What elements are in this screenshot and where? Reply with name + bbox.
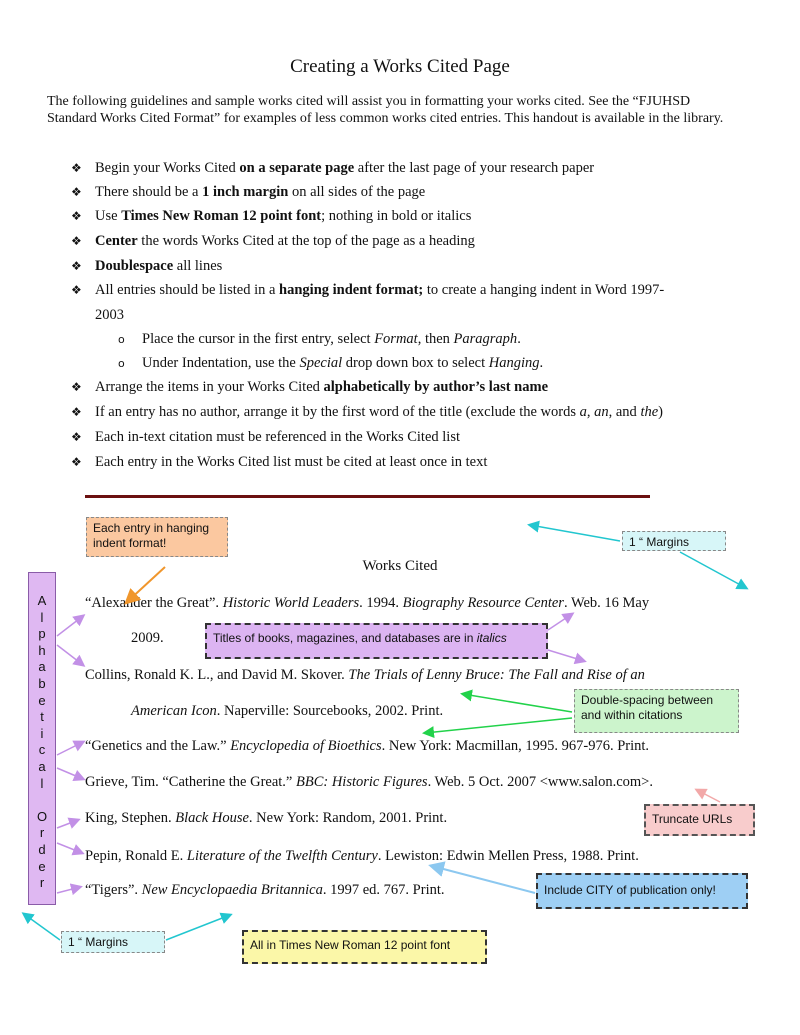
guideline-text: Begin your Works Cited	[95, 160, 240, 176]
alpha-order-letter: l	[40, 609, 44, 625]
alpha-order-letter: e	[38, 858, 46, 874]
citation-title: BBC: Historic Figures	[296, 774, 428, 790]
guideline-emphasis: Doublespace	[95, 258, 174, 274]
step-text: drop down box to select	[342, 355, 489, 371]
guideline-text: All entries should be listed in a	[95, 282, 280, 298]
note-font: All in Times New Roman 12 point font	[242, 930, 487, 964]
sub-bullet-glyph-icon: o	[118, 357, 125, 370]
alpha-order-letter: r	[39, 825, 45, 841]
bullet-glyph-icon: ❖	[71, 185, 82, 199]
guideline-text: ; nothing in bold or italics	[321, 208, 472, 224]
citation-text: . Naperville: Sourcebooks, 2002. Print.	[216, 703, 444, 719]
guideline-text: There should be a	[95, 184, 203, 200]
alpha-order-letter: d	[38, 842, 46, 857]
guideline-emphasis: alphabetically by author’s last name	[323, 379, 549, 395]
bullet-glyph-icon: ❖	[71, 209, 82, 223]
citation-title: Literature of the Twelfth Century	[186, 848, 378, 864]
works-cited-heading: Works Cited	[362, 558, 438, 574]
step-text: , then	[417, 331, 454, 347]
step-text: Under Indentation, use the	[142, 355, 300, 371]
double-spacing-arrows	[425, 694, 572, 733]
note-double-spacing: Double-spacing between and within citations	[574, 689, 739, 733]
bullet-glyph-icon: ❖	[71, 455, 82, 469]
guideline-text: the words Works Cited at the top of the page as a heading	[137, 233, 475, 249]
note-margins-top: 1 “ Margins	[622, 531, 726, 551]
citation-text: “Alexander the Great”.	[85, 595, 223, 611]
guideline-text: If an entry has no author, arrange it by the first word of the title (exclude the words	[95, 404, 580, 420]
guideline-text: on all sides of the page	[288, 184, 426, 200]
guideline-text: , and	[608, 404, 641, 420]
guideline-text: Use	[95, 208, 122, 224]
citation-text: Collins, Ronald K. L., and David M. Skover.	[85, 667, 349, 683]
alpha-order-letter: a	[38, 759, 46, 774]
citation-text: . 1997 ed. 767. Print.	[322, 882, 445, 898]
sub-bullet-glyph-icon: o	[118, 333, 125, 346]
guideline-italic: a	[579, 404, 587, 420]
note-margins-bottom: 1 “ Margins	[61, 931, 165, 953]
alpha-order-letter: O	[36, 808, 48, 824]
hanging-arrow	[127, 567, 165, 602]
note-city-only: Include CITY of publication only!	[536, 873, 748, 909]
citation-text: . 1994.	[359, 595, 403, 611]
citation-title: American Icon	[131, 703, 217, 719]
citation-text: . New York: Random, 2001. Print.	[248, 810, 448, 826]
guideline-emphasis: 1 inch margin	[202, 184, 289, 200]
bullet-glyph-icon: ❖	[71, 283, 82, 297]
citation-title: The Trials of Lenny Bruce: The Fall and Rise of an	[348, 667, 645, 683]
step-italic: Paragraph	[453, 331, 518, 347]
alpha-order-letter: h	[38, 642, 46, 658]
note-truncate-urls: Truncate URLs	[644, 804, 755, 836]
guideline-emphasis: Times New Roman 12 point font	[121, 208, 322, 224]
alpha-order-letter: c	[38, 742, 46, 758]
bullet-glyph-icon: ❖	[71, 405, 82, 419]
guideline-emphasis: Center	[95, 233, 138, 249]
citation-text: . New York: Macmillan, 1995. 967-976. Print.	[381, 738, 650, 754]
citation-title: Black House	[175, 810, 249, 826]
alpha-order-letter: a	[38, 659, 46, 675]
guideline-text: ,	[586, 404, 595, 420]
guideline-text: Each entry in the Works Cited list must be cited at least once in text	[95, 454, 488, 470]
citation-title: Encyclopedia of Bioethics	[230, 738, 382, 754]
margin-arrows-bottom	[24, 914, 230, 940]
guideline-emphasis: on a separate page	[239, 160, 355, 176]
citation-text: King, Stephen.	[85, 810, 176, 826]
url-arrow	[697, 790, 720, 802]
guideline-text: )	[658, 404, 663, 420]
bullet-glyph-icon: ❖	[71, 259, 82, 273]
alpha-order-arrows	[57, 616, 83, 893]
bullet-glyph-icon: ❖	[71, 161, 82, 175]
note-hanging-indent: Each entry in hanging indent format!	[86, 517, 228, 557]
page-title: Creating a Works Cited Page	[290, 56, 510, 77]
guideline-text: all lines	[173, 258, 223, 274]
citation-title: New Encyclopaedia Britannica	[141, 882, 323, 898]
citation-text: Grieve, Tim. “Catherine the Great.”	[85, 774, 296, 790]
alpha-order-letter: r	[39, 875, 45, 891]
citation-text: “Tigers”.	[85, 882, 142, 898]
step-italic: Special	[299, 355, 343, 371]
guideline-continuation: 2003	[95, 307, 124, 323]
guideline-text: to create a hanging indent in Word 1997-	[423, 282, 665, 298]
citation-text: . Lewiston: Edwin Mellen Press, 1988. Print.	[377, 848, 639, 864]
step-text: .	[517, 331, 521, 347]
guideline-emphasis: hanging indent format;	[279, 282, 424, 298]
alpha-order-letter: i	[40, 725, 44, 741]
citation-title: Historic World Leaders	[222, 595, 360, 611]
note-italics-text: Titles of books, magazines, and databases are in	[213, 631, 477, 645]
city-arrow	[432, 866, 535, 893]
step-text: Place the cursor in the first entry, select	[142, 331, 375, 347]
italics-arrows	[548, 614, 584, 661]
alpha-order-letter: t	[40, 709, 44, 725]
guideline-italic: the	[640, 404, 659, 420]
guideline-text: Arrange the items in your Works Cited	[95, 379, 324, 395]
intro-paragraph: The following guidelines and sample works cited will assist you in formatting your works cited. See the “FJUHSD Standard Works Cited Format” for examples of less common works cited entries. This handout is available in the library.	[47, 94, 724, 126]
alpha-order-letter: e	[38, 692, 46, 708]
citation-text: 2009.	[131, 630, 164, 646]
citation-text: . Web. 16 May	[563, 595, 650, 611]
step-text: .	[539, 355, 544, 371]
citation-text: . Web. 5 Oct. 2007 <www.salon.com>.	[427, 774, 653, 790]
alpha-order-letter: p	[38, 626, 46, 642]
bullet-glyph-icon: ❖	[71, 380, 82, 394]
citation-title: Biography Resource Center	[402, 595, 564, 611]
citation-text: Pepin, Ronald E.	[85, 848, 187, 864]
step-italic: Format	[374, 331, 418, 347]
guideline-italic: an	[594, 404, 609, 420]
bullet-glyph-icon: ❖	[71, 430, 82, 444]
guideline-text: after the last page of your research paper	[354, 160, 595, 176]
alpha-order-letter: b	[38, 676, 46, 691]
step-italic: Hanging	[488, 355, 540, 371]
alpha-order-letter: A	[37, 593, 47, 608]
note-italics-emphasis: italics	[476, 631, 507, 645]
guideline-text: Each in-text citation must be referenced in the Works Cited list	[95, 429, 460, 445]
alpha-order-letter: l	[40, 775, 44, 791]
margin-arrows-top	[530, 525, 746, 588]
citation-text: “Genetics and the Law.”	[85, 738, 231, 754]
bullet-glyph-icon: ❖	[71, 234, 82, 248]
